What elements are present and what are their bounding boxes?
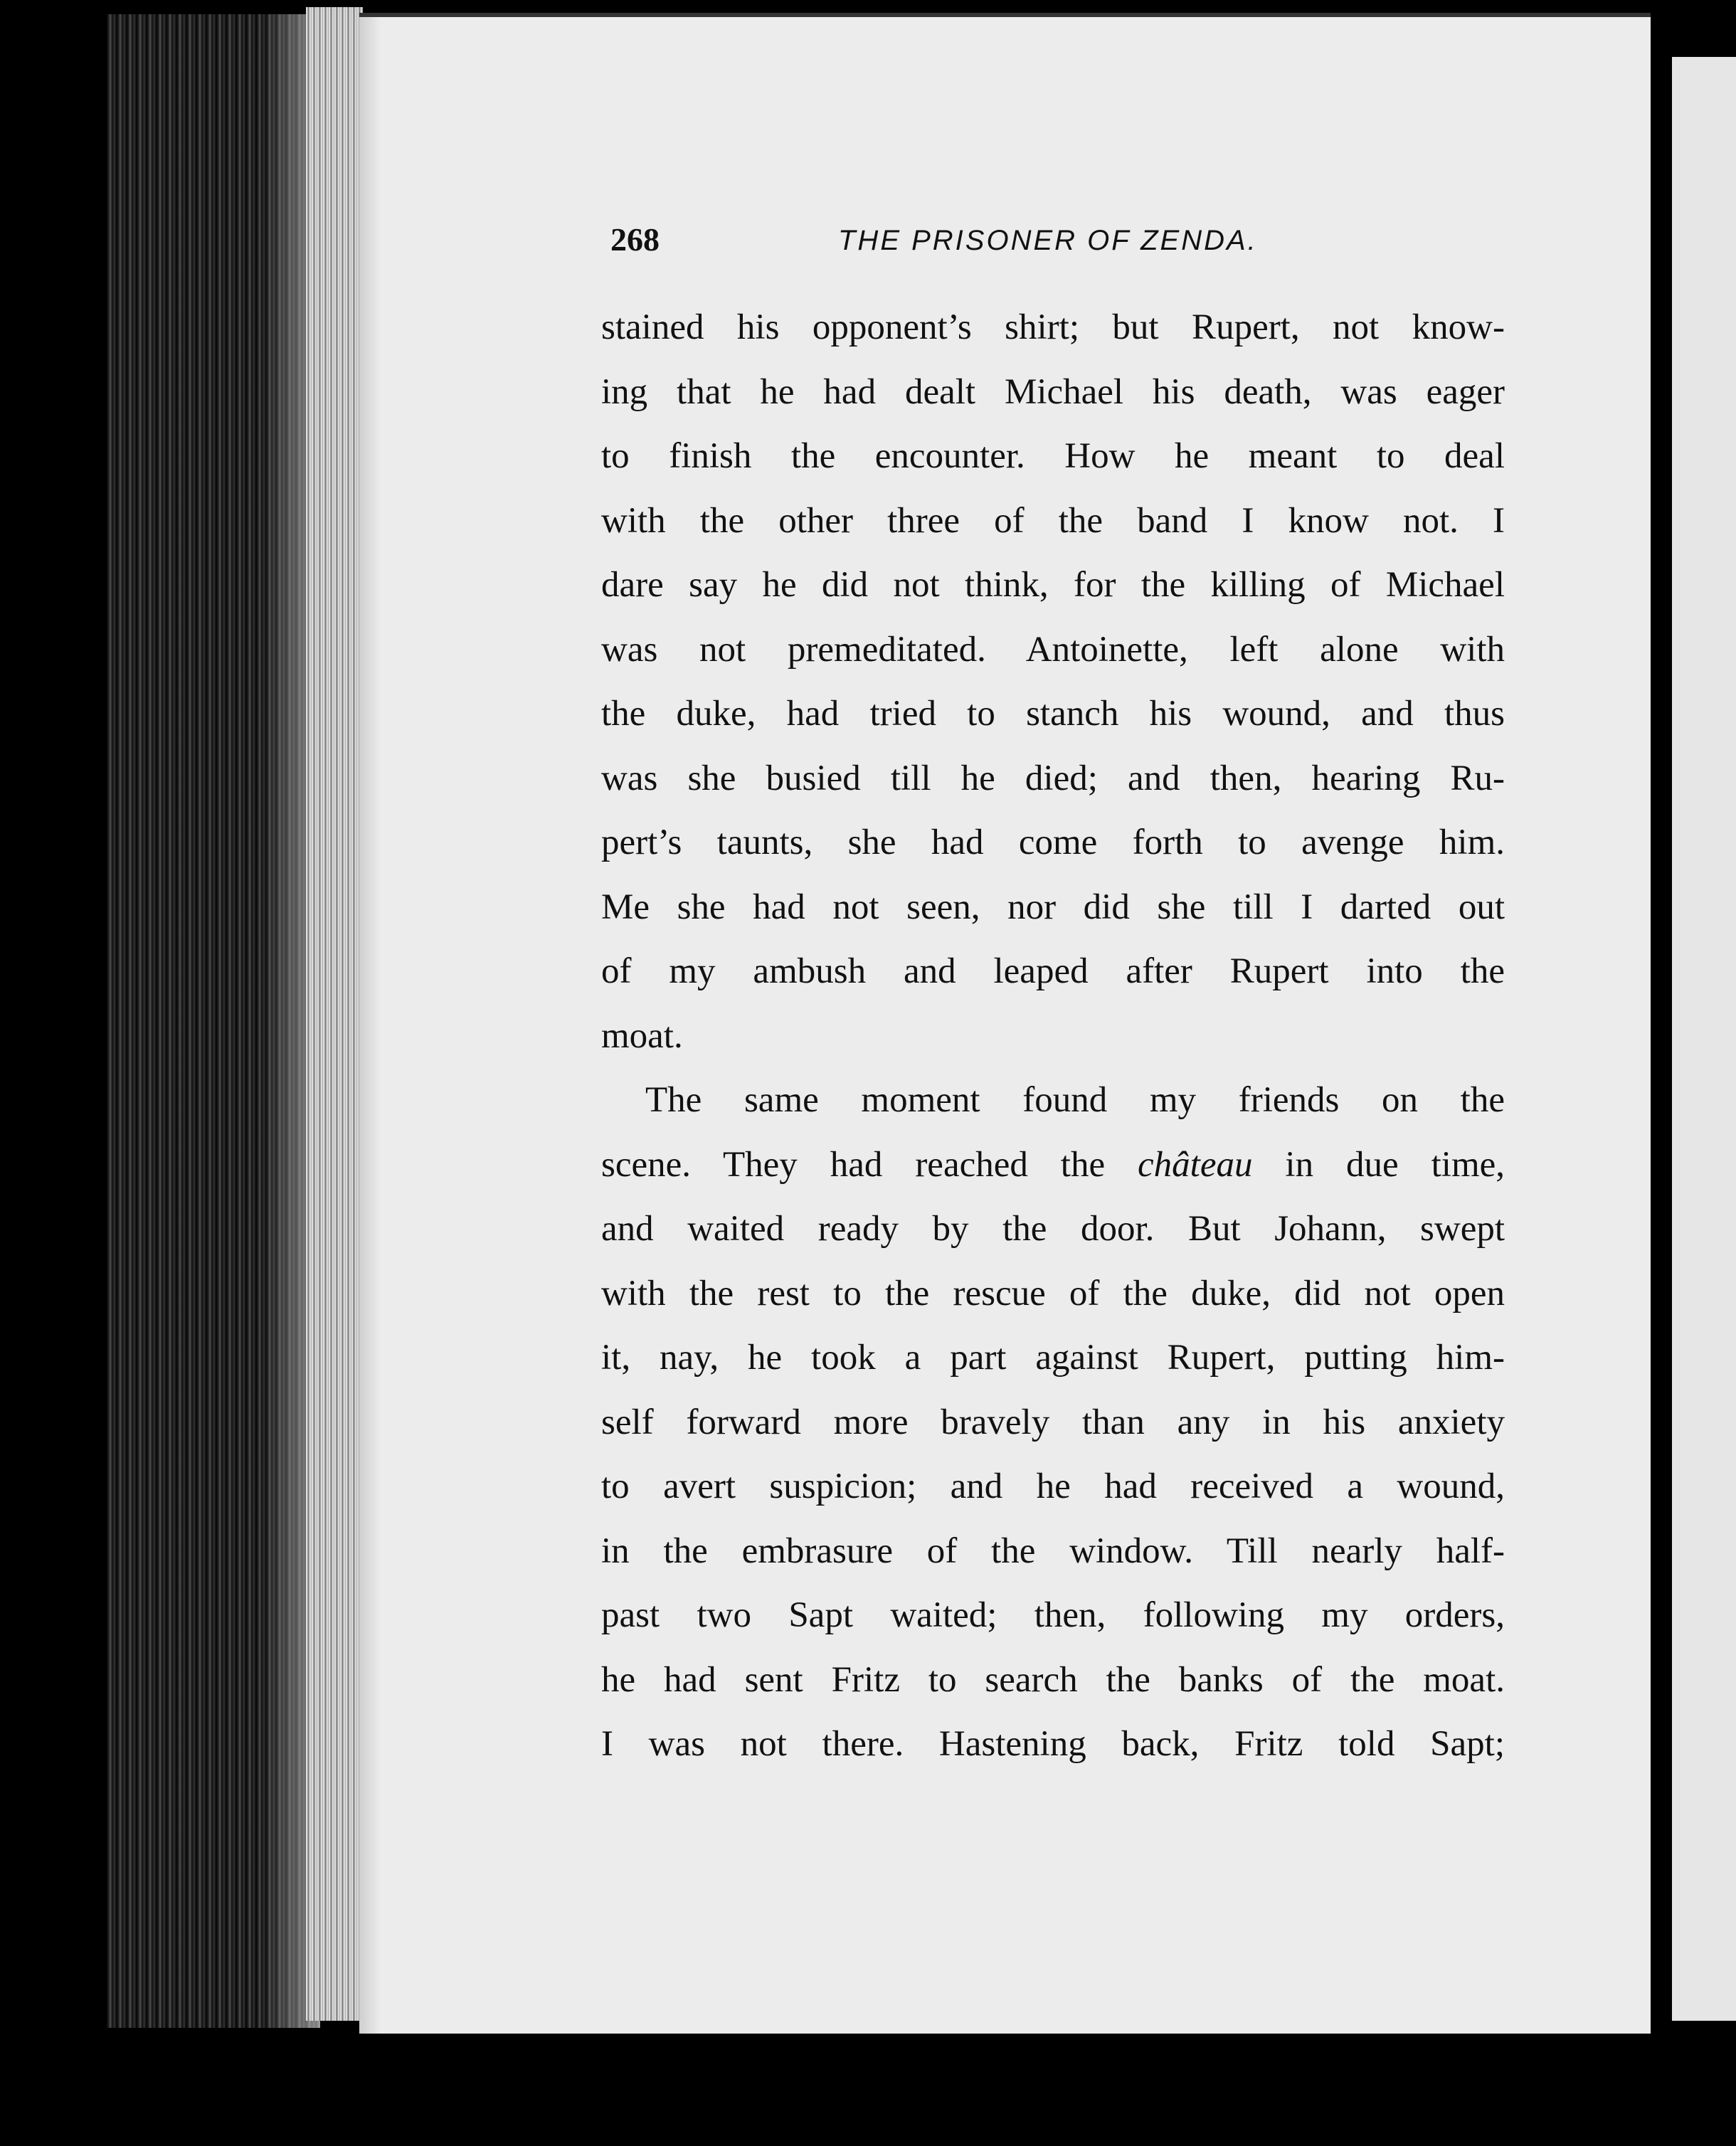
text-line: was she busied till he died; and then, hearing Ru- — [601, 758, 1505, 798]
text-line: I was not there. Hastening back, Fritz told Sapt; — [601, 1724, 1505, 1764]
text-line: The same moment found my friends on the — [645, 1080, 1505, 1120]
text-line: he had sent Fritz to search the banks of the moat. — [601, 1659, 1505, 1700]
text-line: in the embrasure of the window. Till nearly half- — [601, 1531, 1505, 1571]
text-line: was not premeditated. Antoinette, left alone with — [601, 629, 1505, 670]
text-line-mixed — [601, 1133, 1505, 1198]
text-line: to finish the encounter. How he meant to deal — [601, 436, 1505, 476]
text-run: scene. They had reached the — [601, 1144, 1106, 1185]
text-line: Me she had not seen, nor did she till I darted out — [601, 887, 1505, 927]
next-page-edge — [1672, 57, 1736, 2021]
text-run: in due time, — [1285, 1144, 1505, 1185]
text-line: it, nay, he took a part against Rupert, putting him- — [601, 1338, 1505, 1378]
book-page-edges — [107, 14, 320, 2028]
text-line: to avert suspicion; and he had received a wound, — [601, 1466, 1505, 1506]
text-line: with the rest to the rescue of the duke, did not open — [601, 1273, 1505, 1314]
text-line: of my ambush and leaped after Rupert into the — [601, 951, 1505, 991]
text-line: and waited ready by the door. But Johann, swept — [601, 1209, 1505, 1249]
text-line: moat. — [601, 1015, 683, 1056]
italic-word: château — [1138, 1144, 1253, 1185]
text-line: with the other three of the band I know not. I — [601, 500, 1505, 541]
running-head — [610, 213, 1322, 270]
body-text — [601, 295, 1505, 1777]
text-line: ing that he had dealt Michael his death, was eager — [601, 371, 1505, 412]
page-sheets — [306, 7, 363, 2021]
text-line: past two Sapt waited; then, following my orders, — [601, 1595, 1505, 1635]
text-line: stained his opponent’s shirt; but Rupert, not know- — [601, 307, 1505, 347]
page-number: 268 — [610, 221, 660, 258]
text-line: self forward more bravely than any in his anxiety — [601, 1402, 1505, 1442]
text-line: pert’s taunts, she had come forth to avenge him. — [601, 823, 1505, 862]
text-line: the duke, had tried to stanch his wound, and thus — [601, 694, 1505, 734]
text-line: dare say he did not think, for the killing of Michael — [601, 565, 1505, 605]
gutter — [1651, 0, 1672, 2146]
running-title: THE PRISONER OF ZENDA. — [838, 225, 1258, 256]
